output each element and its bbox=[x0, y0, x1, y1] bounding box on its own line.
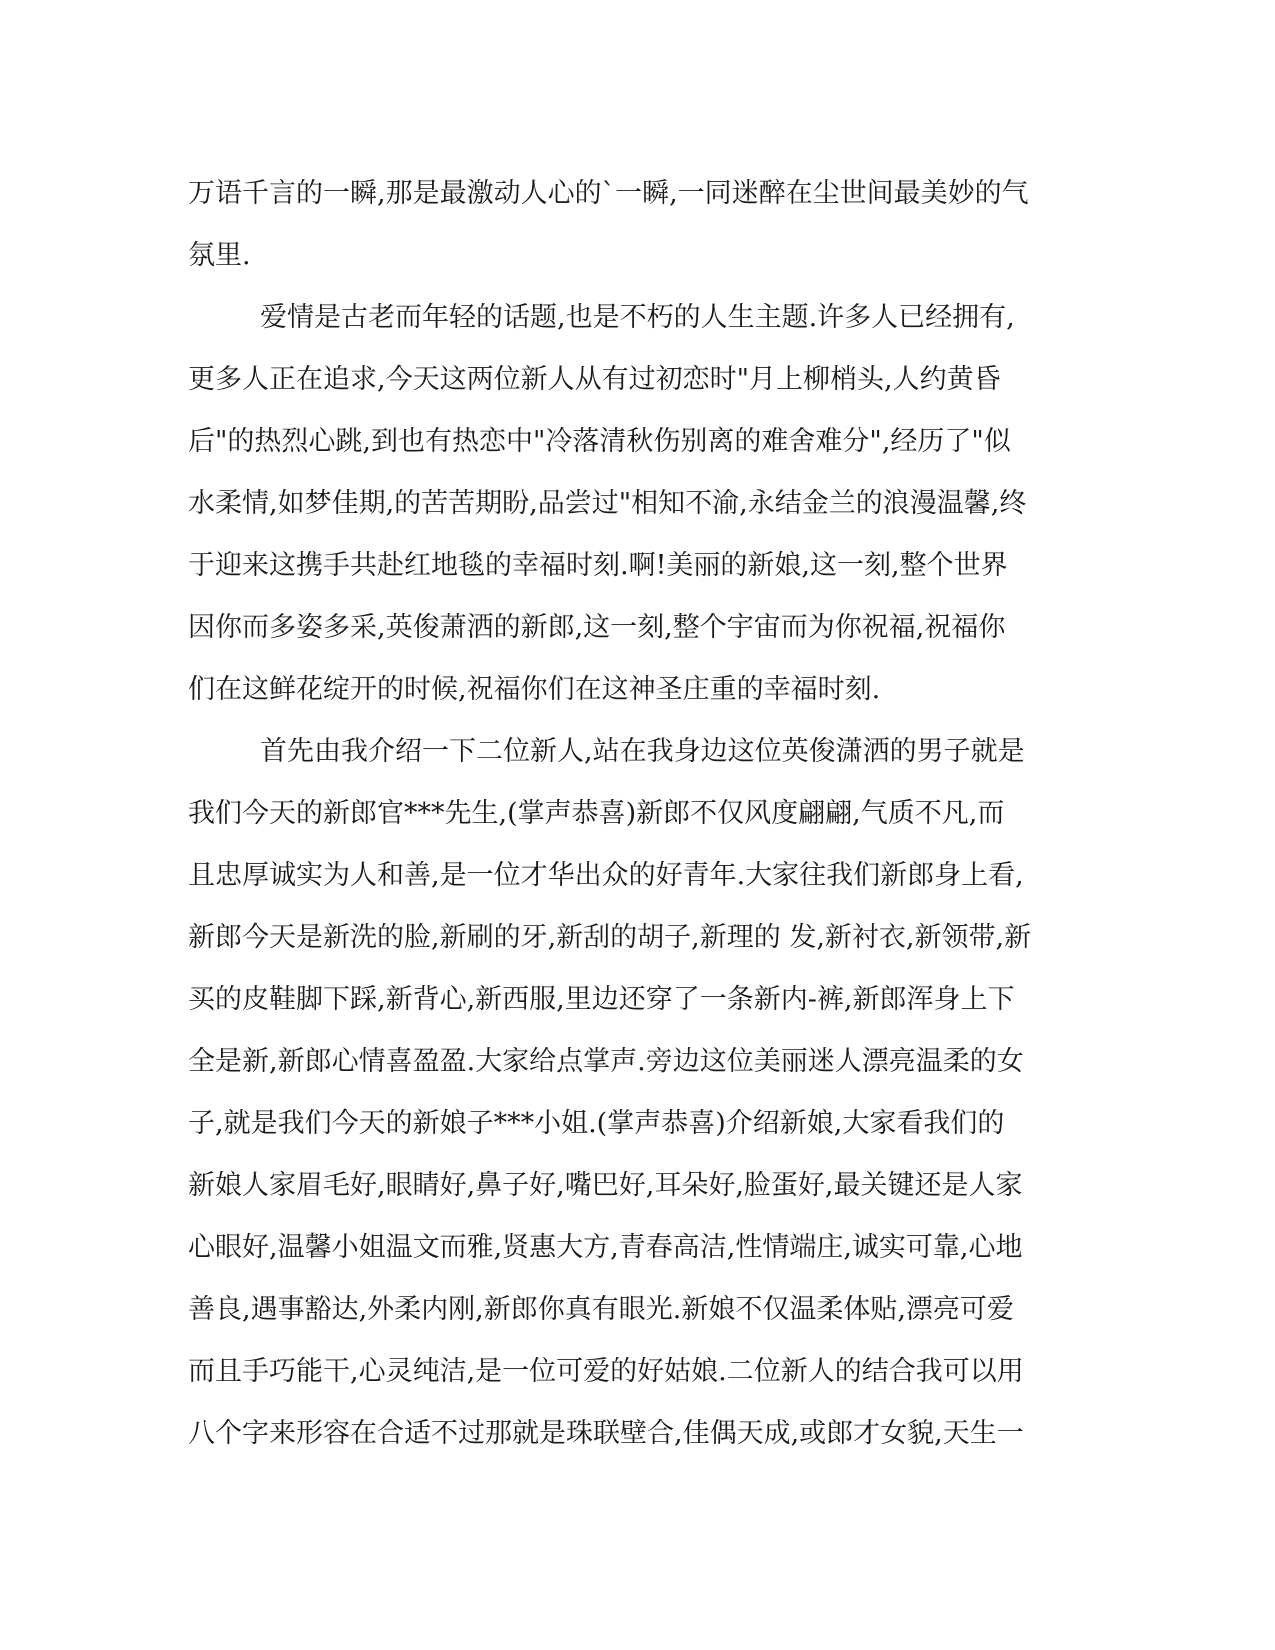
text-line: 因你而多姿多采,英俊萧洒的新郎,这一刻,整个宇宙而为你祝福,祝福你 bbox=[188, 612, 1006, 643]
text-line: 们在这鲜花绽开的时候,祝福你们在这神圣庄重的幸福时刻. bbox=[188, 674, 881, 705]
text-line: 爱情是古老而年轻的话题,也是不朽的人生主题.许多人已经拥有, bbox=[260, 302, 1015, 333]
text-line: 全是新,新郎心情喜盈盈.大家给点掌声.旁边这位美丽迷人漂亮温柔的女 bbox=[188, 1046, 1024, 1077]
text-line: 于迎来这携手共赴红地毯的幸福时刻.啊!美丽的新娘,这一刻,整个世界 bbox=[188, 550, 1008, 581]
text-line: 且忠厚诚实为人和善,是一位才华出众的好青年.大家往我们新郎身上看, bbox=[188, 860, 1024, 891]
document-body bbox=[188, 163, 1068, 1465]
text-line: 首先由我介绍一下二位新人,站在我身边这位英俊潇洒的男子就是 bbox=[260, 736, 1025, 767]
text-line: 氛里. bbox=[188, 240, 251, 271]
text-line: 善良,遇事豁达,外柔内刚,新郎你真有眼光.新娘不仅温柔体贴,漂亮可爱 bbox=[188, 1294, 1014, 1325]
text-line: 而且手巧能干,心灵纯洁,是一位可爱的好姑娘.二位新人的结合我可以用 bbox=[188, 1356, 1024, 1387]
text-line: 我们今天的新郎官***先生,(掌声恭喜)新郎不仅风度翩翩,气质不凡,而 bbox=[188, 798, 1005, 829]
text-line: 更多人正在追求,今天这两位新人从有过初恋时"月上柳梢头,人约黄昏 bbox=[188, 364, 1001, 395]
text-line: 八个字来形容在合适不过那就是珠联壁合,佳偶天成,或郎才女貌,天生一 bbox=[188, 1418, 1024, 1449]
text-line: 万语千言的一瞬,那是最激动人心的`一瞬,一同迷醉在尘世间最美妙的气 bbox=[188, 178, 1029, 209]
text-line: 买的皮鞋脚下踩,新背心,新西服,里边还穿了一条新内-裤,新郎浑身上下 bbox=[188, 984, 1015, 1015]
text-line: 心眼好,温馨小姐温文而雅,贤惠大方,青春高洁,性情端庄,诚实可靠,心地 bbox=[188, 1232, 1023, 1263]
text-line: 水柔情,如梦佳期,的苦苦期盼,品尝过"相知不渝,永结金兰的浪漫温馨,终 bbox=[188, 488, 1027, 519]
text-line: 后"的热烈心跳,到也有热恋中"冷落清秋伤别离的难舍难分",经历了"似 bbox=[188, 426, 1011, 457]
text-line: 新娘人家眉毛好,眼睛好,鼻子好,嘴巴好,耳朵好,脸蛋好,最关键还是人家 bbox=[188, 1170, 1023, 1201]
text-line: 子,就是我们今天的新娘子***小姐.(掌声恭喜)介绍新娘,大家看我们的 bbox=[188, 1108, 1005, 1139]
text-line: 新郎今天是新洗的脸,新刷的牙,新刮的胡子,新理的 发,新衬衣,新领带,新 bbox=[188, 922, 1032, 953]
